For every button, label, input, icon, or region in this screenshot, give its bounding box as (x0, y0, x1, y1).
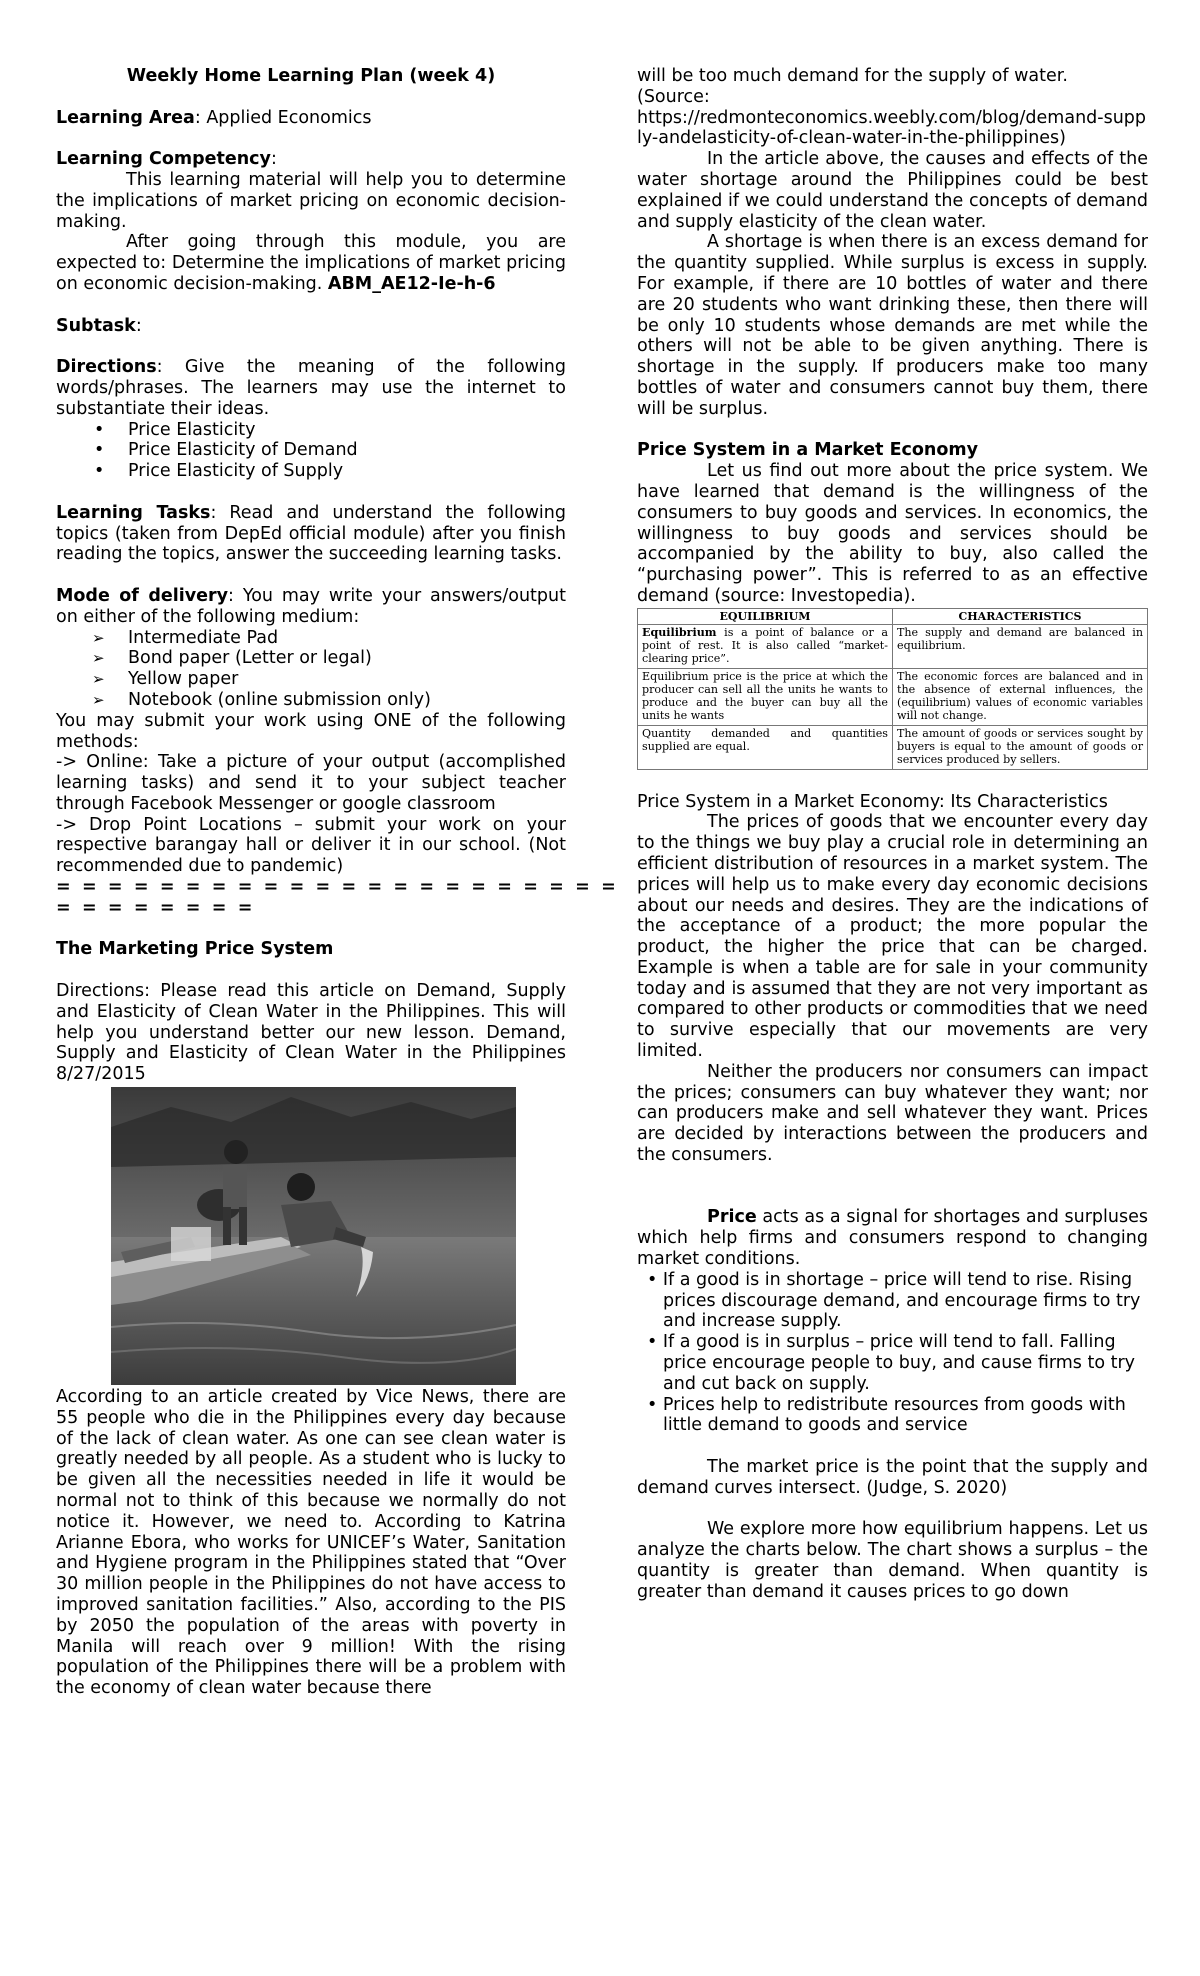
list-item: ➢ Yellow paper (56, 669, 566, 690)
table-row (638, 725, 1148, 769)
list-item: • Price Elasticity of Demand (56, 440, 566, 461)
table-header: EQUILIBRIUM (638, 608, 893, 624)
price-system-paragraph: Let us find out more about the price system. We have learned that demand is the willingness of the consumers to buy goods and services. In economics, the willingness to buy goods and services should be accompanied by the ability to buy, also called the “purchasing power”. This is referred to as an effective demand (source: Investopedia). (637, 461, 1148, 606)
table-cell: The economic forces are balanced and in the absence of external influences, the (equilibrium) values of economic variables will not change. (893, 668, 1148, 725)
neither-paragraph: Neither the producers nor consumers can impact the prices; consumers can buy whatever they want; nor can producers make and sell whatever they want. Prices are decided by interactions between the producers and the consumers. (637, 1061, 1148, 1166)
section-title: The Marketing Price System (56, 939, 334, 960)
source-label: (Source: (637, 86, 710, 107)
article-paragraph: In the article above, the causes and effects of the water shortage around the Philippines could be best explained if we could understand the concepts of demand and supply elasticity of the clean water. (637, 149, 1148, 232)
list-item: • If a good is in surplus – price will tend to fall. Falling price encourage people to buy, and cause firms to try and cut back on supply. (637, 1332, 1148, 1394)
list-item: ➢ Intermediate Pad (56, 628, 566, 649)
separator-line: = = = = = = = = (56, 897, 255, 918)
table-row (638, 624, 1148, 668)
source-link[interactable]: https://redmonteconomics.weebly.com/blog/demand-supply-andelasticity-of-clean-water-in-the-philippines) (637, 107, 1147, 149)
list-item: • Price Elasticity of Supply (56, 461, 566, 482)
subtask-heading: Subtask: (56, 315, 142, 336)
article-continuation: will be too much demand for the supply of water. (637, 66, 1068, 86)
list-item: ➢ Notebook (online submission only) (56, 690, 566, 711)
section-title: Price System in a Market Economy (637, 440, 979, 461)
table-row (638, 668, 1148, 725)
list-item: ➢ Bond paper (Letter or legal) (56, 648, 566, 669)
online-method: -> Online: Take a picture of your output (accomplished learning tasks) and send it to your subject teacher through Facebook Messenger or google classroom (56, 752, 566, 814)
left-column (56, 66, 619, 1699)
media-list (56, 628, 566, 711)
price-signal-paragraph: Price acts as a signal for shortages and surpluses which help firms and consumers respond to changing market conditions. (637, 1207, 1148, 1270)
list-item: • Prices help to redistribute resources from goods with little demand to goods and service (637, 1395, 1148, 1437)
learning-tasks: Learning Tasks: Read and understand the following topics (taken from DepEd official module) after you finish reading the topics, answer the succeeding learning tasks. (56, 502, 566, 565)
learning-area: Learning Area: Applied Economics (56, 107, 372, 128)
terms-list (56, 420, 566, 482)
droppoint-method: -> Drop Point Locations – submit your work on your respective barangay hall or deliver it in our school. (Not recommended due to pandemic) (56, 814, 566, 877)
article-body: According to an article created by Vice News, there are 55 people who die in the Philippines every day because of the lack of clean water. As one can see clean water is greatly needed by all people. As a student who is lucky to be given all the necessities needed in life it would be normal not to think of this because we normally do not notice it. However, we need to. According to Katrina Arianne Ebora, who works for UNICEF’s Water, Sanitation and Hygiene program in the Philippines stated that “Over 30 million people in the Philippines do not have access to improved sanitation facilities.” Also, according to the PIS by 2050 the population of the areas with poverty in Manila will reach over 9 million! With the rising population of the Philippines there will be a problem with the economy of clean water because there (56, 1387, 566, 1699)
water-photo (111, 1087, 516, 1385)
characteristics-title: Price System in a Market Economy: Its Characteristics (637, 791, 1108, 812)
directions: Directions: Give the meaning of the following words/phrases. The learners may use the internet to substantiate their ideas. (56, 357, 566, 419)
table-header: CHARACTERISTICS (893, 608, 1148, 624)
equilibrium-table (637, 608, 1148, 770)
list-item: • Price Elasticity (56, 420, 566, 441)
submit-intro: You may submit your work using ONE of the following methods: (56, 710, 566, 752)
table-cell: Equilibrium price is the price at which the producer can sell all the units he wants to produce and the buyer can buy all the units he wants (638, 668, 893, 725)
table-cell: Quantity demanded and quantities supplied are equal. (638, 725, 893, 769)
table-cell: The supply and demand are balanced in equilibrium. (893, 624, 1148, 668)
prices-paragraph: The prices of goods that we encounter every day to the things we buy play a crucial role in determining an efficient distribution of resources in a market system. The prices will help us to make every day economic decisions about our needs and desires. They are the indications of the acceptance of a product; the more popular the product, the higher the price that can be charged. Example is when a table are for sale in your community today and is assumed that they are not very important as compared to other products or commodities that we need to survive especially that our movements are very limited. (637, 812, 1148, 1062)
explore-paragraph: We explore more how equilibrium happens. Let us analyze the charts below. The chart shows a surplus – the quantity is greater than demand. When quantity is greater than demand it causes prices to go down (637, 1519, 1148, 1602)
separator-line: = = = = = = = = = = = = = = = = = = = = = = (56, 877, 619, 898)
table-cell: Equilibrium is a point of balance or a point of rest. It is also called “market-clearing price”. (638, 624, 893, 668)
article-directions: Directions: Please read this article on Demand, Supply and Elasticity of Clean Water in the Philippines. This will help you understand better our new lesson. Demand, Supply and Elasticity of Clean Water in the Philippines 8/27/2015 (56, 981, 566, 1085)
right-column (637, 66, 1148, 1603)
price-bullets (637, 1270, 1148, 1436)
competency-heading: Learning Competency: (56, 149, 277, 170)
table-header-row (638, 608, 1148, 624)
list-item: • If a good is in shortage – price will tend to rise. Rising prices discourage demand, and encourage firms to try and increase supply. (637, 1270, 1148, 1332)
competency-paragraph-1: This learning material will help you to determine the implications of market pricing on economic decision-making. (56, 169, 566, 232)
competency-paragraph-2: After going through this module, you are expected to: Determine the implications of market pricing on economic decision-making. ABM_AE12-Ie-h-6 (56, 232, 566, 294)
mode-of-delivery: Mode of delivery: You may write your answers/output on either of the following medium: (56, 585, 566, 627)
page-title: Weekly Home Learning Plan (week 4) (126, 66, 496, 86)
market-price-paragraph: The market price is the point that the supply and demand curves intersect. (Judge, S. 2020) (637, 1457, 1148, 1498)
table-cell: The amount of goods or services sought by buyers is equal to the amount of goods or services produced by sellers. (893, 725, 1148, 769)
competency-code: ABM_AE12-Ie-h-6 (327, 273, 496, 294)
shortage-paragraph: A shortage is when there is an excess demand for the quantity supplied. While surplus is excess in supply. For example, if there are 10 bottles of water and there are 20 students who want drinking these, then there will be only 10 students whose demands are met while the others will not be able to be given anything. There is shortage in the supply. If producers make too many bottles of water and consumers cannot buy them, there will be surplus. (637, 232, 1148, 419)
